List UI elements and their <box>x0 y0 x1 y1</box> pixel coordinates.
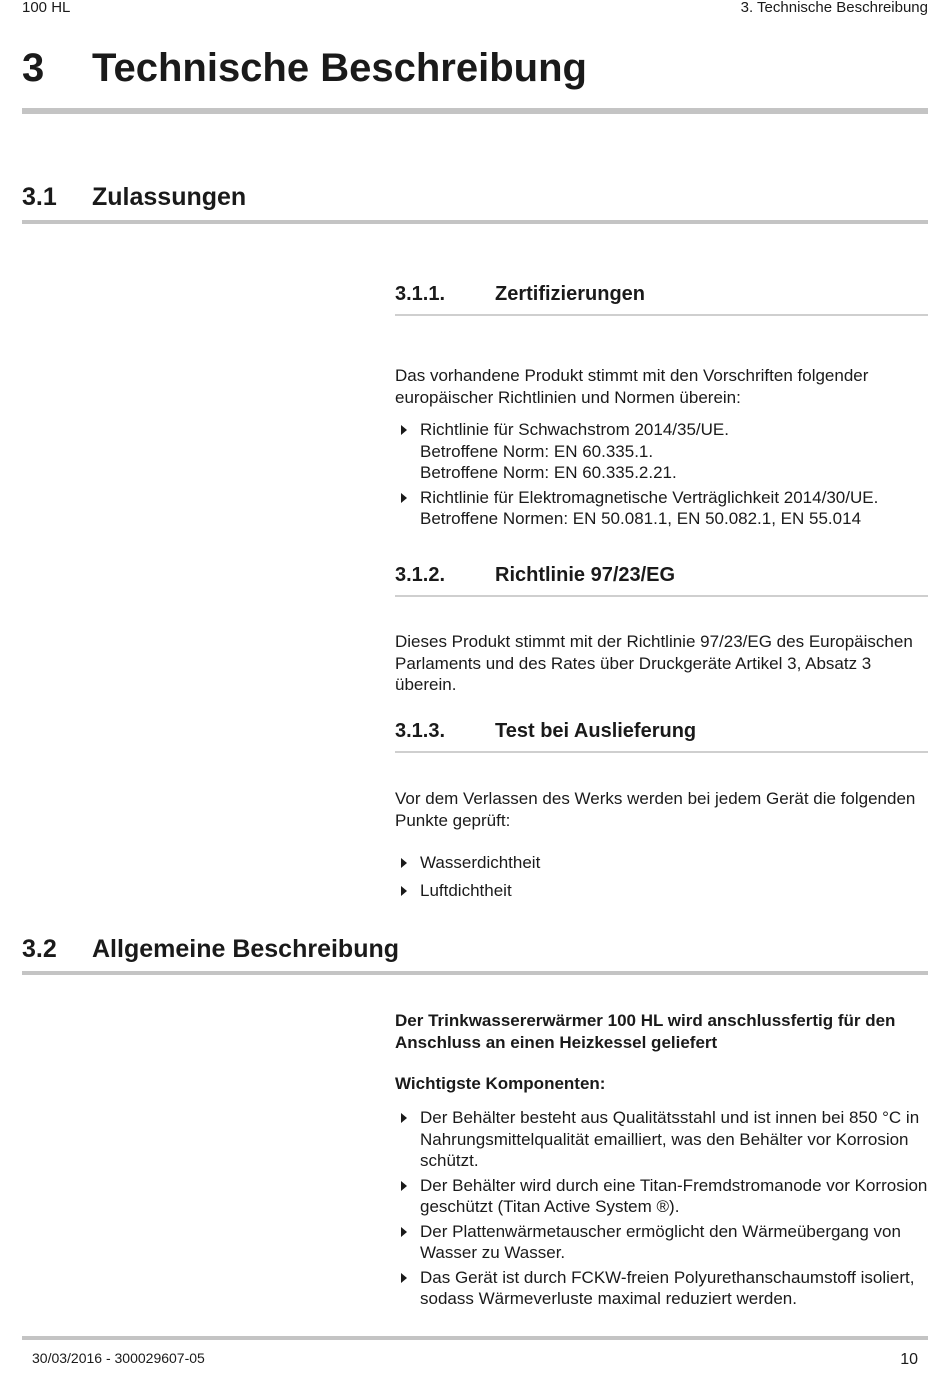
bullet-arrow-icon <box>401 1113 407 1123</box>
sub-3-1-1-title: Zertifizierungen <box>495 283 646 305</box>
bullet-arrow-icon <box>401 1227 407 1237</box>
list-item <box>395 487 935 530</box>
bullet-arrow-icon <box>401 886 407 896</box>
chapter-heading <box>22 46 587 91</box>
certification-list <box>395 419 935 533</box>
components-list <box>395 1107 935 1313</box>
sub-3-1-1-number: 3.1.1. <box>395 283 446 305</box>
bullet-arrow-icon <box>401 1181 407 1191</box>
section-3-2-heading <box>22 935 399 964</box>
list-item-line: Wasserdichtheit <box>420 853 541 872</box>
list-item <box>395 1267 935 1310</box>
list-item-text: Der Behälter wird durch eine Titan-Fremdstromanode vor Korrosion geschützt (Titan Active System ®). <box>420 1175 928 1216</box>
list-item <box>395 1175 935 1218</box>
section-3-2-lead: Der Trinkwassererwärmer 100 HL wird anschlussfertig für den Anschluss an einen Heizkessel geliefert <box>395 1011 896 1052</box>
sub-3-1-3-rule <box>395 751 928 753</box>
bullet-arrow-icon <box>401 493 407 503</box>
list-item <box>395 1221 935 1264</box>
list-item-text: Der Plattenwärmetauscher ermöglicht den Wärmeübergang von Wasser zu Wasser. <box>420 1221 901 1262</box>
section-3-1-heading <box>22 183 246 212</box>
sub-3-1-2-title: Richtlinie 97/23/EG <box>495 564 676 586</box>
section-3-1-title: Zulassungen <box>92 183 247 211</box>
chapter-rule <box>22 108 928 114</box>
sub-3-1-2-rule <box>395 595 928 597</box>
list-item-line: Betroffene Normen: EN 50.081.1, EN 50.082.1, EN 55.014 <box>420 509 862 528</box>
section-3-1-number: 3.1 <box>22 183 57 211</box>
list-item <box>395 880 935 902</box>
sub-3-1-1-intro: Das vorhandene Produkt stimmt mit den Vorschriften folgender europäischer Richtlinien und Normen überein: <box>395 366 869 407</box>
page-number: 10 <box>900 1351 918 1368</box>
list-item-text: Der Behälter besteht aus Qualitätsstahl und ist innen bei 850 °C in Nahrungsmittelqualität emailliert, was den Behälter vor Korrosion schützt. <box>420 1108 920 1170</box>
list-item-line: Richtlinie für Schwachstrom 2014/35/UE. <box>420 420 729 439</box>
list-item <box>395 419 935 484</box>
sub-3-1-2-number: 3.1.2. <box>395 564 446 586</box>
sub-3-1-1-rule <box>395 314 928 316</box>
list-item <box>395 1107 935 1172</box>
section-3-2-rule <box>22 971 928 975</box>
header-product: 100 HL <box>22 0 71 16</box>
test-list <box>395 852 935 904</box>
sub-3-1-3-text: Vor dem Verlassen des Werks werden bei jedem Gerät die folgenden Punkte geprüft: <box>395 789 916 830</box>
sub-3-1-2-text: Dieses Produkt stimmt mit der Richtlinie 97/23/EG des Europäischen Parlaments und des Rates über Druckgeräte Artikel 3, Absatz 3 überein. <box>395 632 913 694</box>
section-3-2-number: 3.2 <box>22 935 57 963</box>
section-3-2-title: Allgemeine Beschreibung <box>92 935 400 963</box>
list-item-text: Das Gerät ist durch FCKW-freien Polyurethanschaumstoff isoliert, sodass Wärmeverluste maximal reduziert werden. <box>420 1267 915 1308</box>
section-3-1-rule <box>22 220 928 224</box>
components-label: Wichtigste Komponenten: <box>395 1074 606 1093</box>
sub-3-1-2-heading <box>395 564 675 587</box>
list-item-line: Richtlinie für Elektromagnetische Verträglichkeit 2014/30/UE. <box>420 487 879 507</box>
chapter-number: 3 <box>22 46 45 90</box>
footer-doc-id: 30/03/2016 - 300029607-05 <box>32 1350 205 1366</box>
chapter-title: Technische Beschreibung <box>92 46 587 90</box>
header-chapter: 3. Technische Beschreibung <box>740 0 928 16</box>
list-item-line: Luftdichtheit <box>420 880 512 900</box>
bullet-arrow-icon <box>401 425 407 435</box>
list-item-line: Betroffene Norm: EN 60.335.1. <box>420 441 654 461</box>
bullet-arrow-icon <box>401 1273 407 1283</box>
list-item-line: Betroffene Norm: EN 60.335.2.21. <box>420 463 677 482</box>
bullet-arrow-icon <box>401 858 407 868</box>
sub-3-1-1-heading <box>395 283 645 306</box>
footer-rule <box>22 1336 928 1340</box>
list-item <box>395 852 935 874</box>
sub-3-1-3-heading <box>395 720 696 743</box>
sub-3-1-3-number: 3.1.3. <box>395 720 446 742</box>
sub-3-1-3-title: Test bei Auslieferung <box>495 720 697 742</box>
